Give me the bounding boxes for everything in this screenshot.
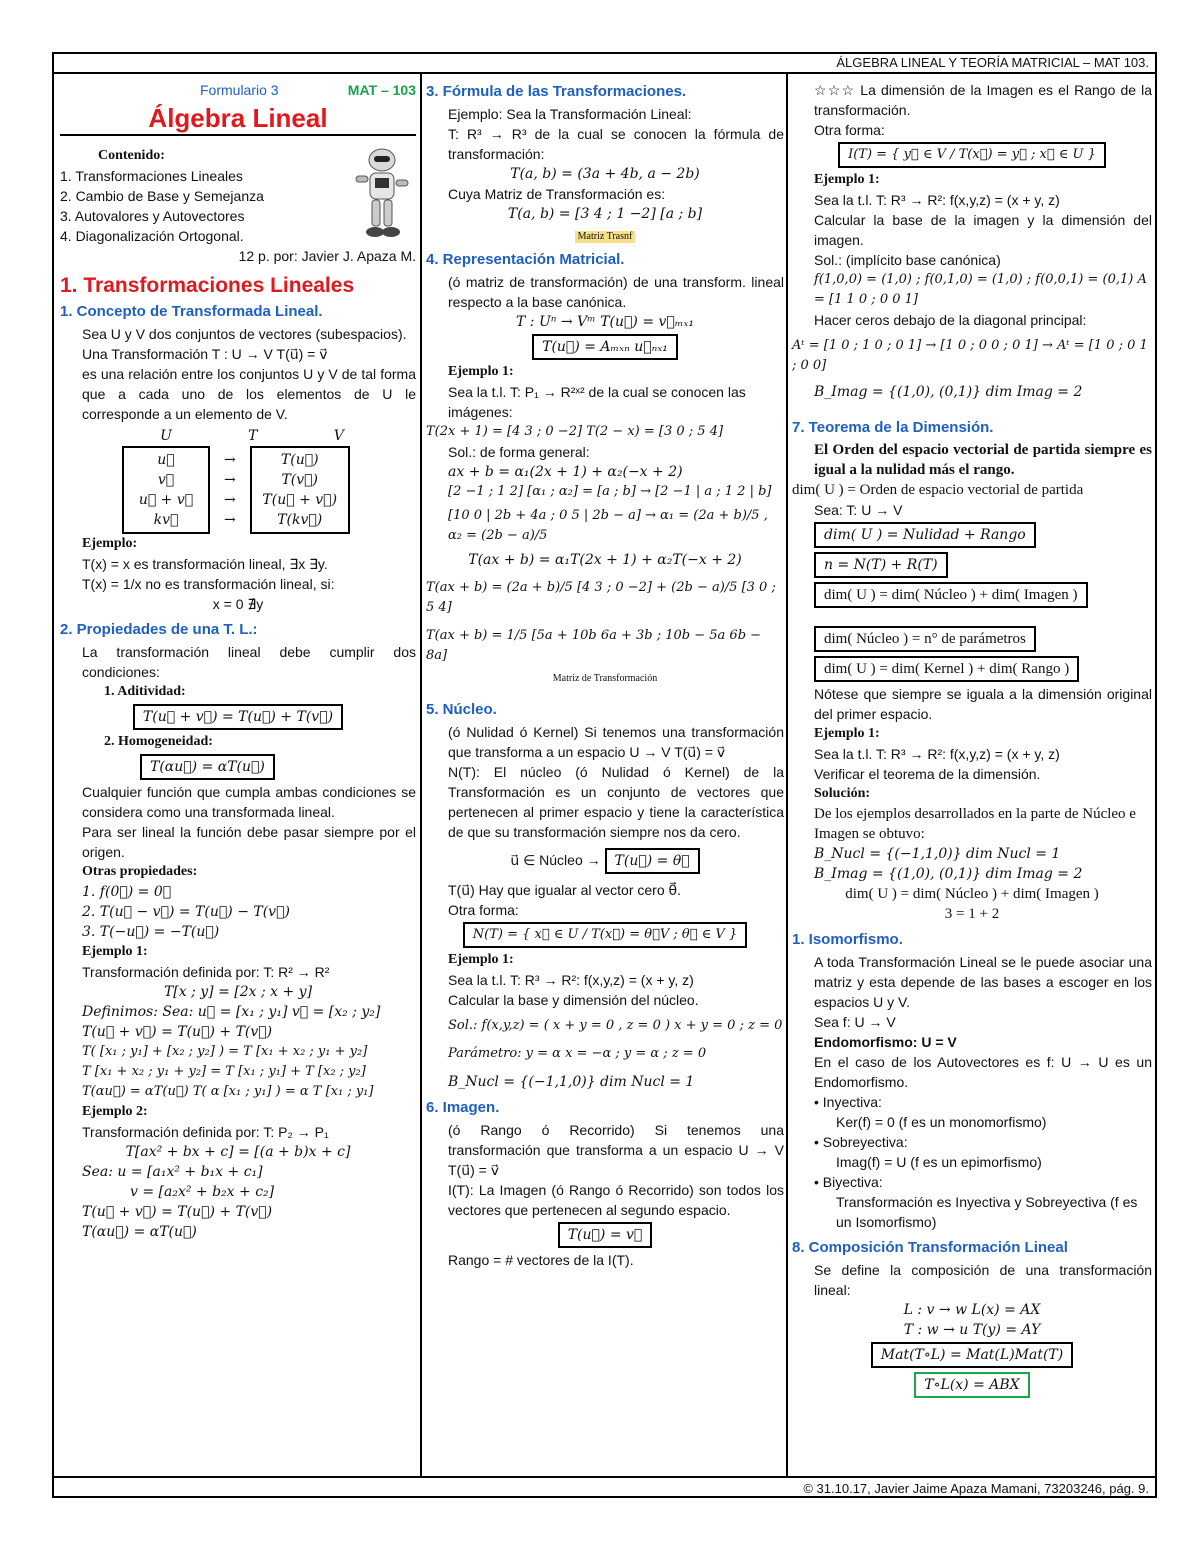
section-1-heading: 1. Transformaciones Lineales: [60, 274, 355, 297]
paragraph: Una Transformación T : U → V T(u⃗) = v⃗: [82, 346, 328, 362]
formula-line: 3 = 1 + 2: [944, 906, 1000, 922]
formula-line: B_Nucl = {(−1,1,0)} dim Nucl = 1: [448, 1074, 695, 1090]
formula-line: T(2x + 1) = [4 3 ; 0 −2] T(2 − x) = [3 0 ; 5 4]: [426, 424, 724, 439]
formula-line: T[ax² + bx + c] = [(a + b)x + c]: [125, 1144, 351, 1160]
formula-line: x = 0 ∄y: [212, 596, 264, 612]
formula-box-green: T∘L(x) = ABX: [914, 1372, 1029, 1398]
formula-box: T(u⃗) = v⃗: [558, 1222, 653, 1248]
bullet-value: Imag(f) = U (f es un epimorfismo): [836, 1154, 1042, 1170]
formula-line: dim( U ) = Orden de espacio vectorial de partida: [792, 482, 1084, 498]
paragraph: Verificar el teorema de la dimensión.: [814, 766, 1041, 782]
paragraph: Sea la t.l. T: R³ → R²: f(x,y,z) = (x + y, z): [448, 972, 694, 988]
contents-item: 3. Autovalores y Autovectores: [60, 208, 245, 224]
map-right-item: T(v⃗): [281, 472, 319, 488]
formula-box: T(u⃗) = Aₘₓₙ u⃗ₙₓ₁: [532, 334, 678, 360]
paragraph: Sea la t.l. T: P₁ → R²ˣ² de la cual se conocen las imágenes:: [448, 384, 746, 420]
formula-line: T(x) = 1/x no es transformación lineal, si:: [82, 576, 335, 592]
column-2: [426, 80, 784, 1270]
column-divider-2: [786, 74, 788, 1476]
formula-box: dim( Núcleo ) = n° de parámetros: [814, 626, 1036, 652]
formula-line: T : Uⁿ → Vᵐ T(u⃗) = v⃗ₘₓ₁: [516, 314, 694, 330]
formula-line: u⃗ ∈ Núcleo →: [510, 852, 601, 868]
paragraph: I(T): La Imagen (ó Rango ó Recorrido) son todos los vectores que pertenecen al segundo espacio.: [448, 1182, 784, 1218]
paragraph: es una relación entre los conjuntos U y V de tal forma que a cada uno de los elementos de U le corresponde a un elemento de V.: [82, 366, 416, 422]
property-item: 1. f(0⃗) = 0⃗: [82, 884, 172, 900]
property-label: 1. Aditividad:: [104, 684, 186, 699]
formula-line: [2 −1 ; 1 2] [α₁ ; α₂] = [a ; b] → [2 −1 | a ; 1 2 | b]: [448, 484, 772, 499]
property-item: 3. T(−u⃗) = −T(u⃗): [82, 924, 220, 940]
formula-line: dim( U ) = dim( Núcleo ) + dim( Imagen ): [845, 886, 1099, 902]
formula-box: I(T) = { y⃗ ∈ V / T(x⃗) = y⃗ ; x⃗ ∈ U }: [838, 142, 1106, 168]
paragraph: Sea la t.l. T: R³ → R²: f(x,y,z) = (x + y, z): [814, 192, 1060, 208]
formula-line: Sea: u = [a₁x² + b₁x + c₁]: [82, 1164, 263, 1180]
paragraph: Sol.: (implícito base canónica): [814, 252, 1001, 268]
example-label: Ejemplo 1:: [814, 726, 880, 741]
map-head: T: [248, 428, 258, 444]
formula-line: T [x₁ + x₂ ; y₁ + y₂] = T [x₁ ; y₁] + T [x₂ ; y₂]: [82, 1064, 366, 1079]
subsection-heading: 5. Núcleo.: [426, 701, 497, 718]
formula-line: T(x) = x es transformación lineal, ∃x ∃y.: [82, 556, 328, 572]
paragraph: A toda Transformación Lineal se le puede asociar una matriz y esta depende de las bases a escoger en los espacios U y V.: [814, 954, 1152, 1010]
bullet-value: Transformación es Inyectiva y Sobreyectiva (f es un Isomorfismo): [836, 1194, 1138, 1230]
paragraph: Sea f: U → V: [814, 1014, 896, 1030]
contents-item: 1. Transformaciones Lineales: [60, 168, 243, 184]
contents-block: [60, 146, 416, 246]
contents-item: 4. Diagonalización Ortogonal.: [60, 228, 244, 244]
subsection-heading: 6. Imagen.: [426, 1099, 500, 1116]
formula-line: T(αu⃗) = αT(u⃗): [82, 1224, 197, 1240]
paragraph: Sol.: de forma general:: [448, 444, 590, 460]
subsection-heading: 1. Isomorfismo.: [792, 931, 903, 948]
paragraph: Cualquier función que cumpla ambas condiciones se considera como una transformada lineal.: [82, 784, 416, 820]
title-rule: [60, 134, 416, 136]
paragraph: Sea la t.l. T: R³ → R²: f(x,y,z) = (x + y, z): [814, 746, 1060, 762]
map-left-item: u⃗ + v⃗: [138, 492, 194, 508]
form-label: Formulario 3: [200, 82, 279, 98]
bullet-value: Ker(f) = 0 (f es un monomorfismo): [836, 1114, 1047, 1130]
subsection-heading: 1. Concepto de Transformada Lineal.: [60, 303, 323, 320]
formula-line: L : v → w L(x) = AX: [903, 1302, 1041, 1318]
formula-line: T(ax + b) = α₁T(2x + 1) + α₂T(−x + 2): [468, 552, 742, 568]
formula-line: Transformación definida por: T: R² → R²: [82, 964, 330, 980]
property-item: 2. T(u⃗ − v⃗) = T(u⃗) − T(v⃗): [82, 904, 290, 920]
map-right-item: T(u⃗ + v⃗): [262, 492, 338, 508]
formula-line: v = [a₂x² + b₂x + c₂]: [130, 1184, 275, 1200]
paragraph: Sea: T: U → V: [814, 502, 903, 518]
map-right-item: T(u⃗): [280, 452, 319, 468]
formula-line: B_Imag = {(1,0), (0,1)} dim Imag = 2: [814, 384, 1083, 400]
paragraph: Calcular la base de la imagen y la dimensión del imagen.: [814, 212, 1152, 248]
paragraph: El Orden del espacio vectorial de partida siempre es igual a la nulidad más el rango.: [814, 442, 1152, 478]
column-3: [792, 80, 1152, 1400]
formula-box: T(u⃗) = θ⃗: [605, 848, 700, 874]
formula-line: T(ax + b) = (2a + b)/5 [4 3 ; 0 −2] + (2b − a)/5 [3 0 ; 5 4]: [426, 580, 776, 615]
paragraph: Ejemplo: Sea la Transformación Lineal:: [448, 106, 692, 122]
map-left-item: u⃗: [157, 452, 175, 468]
formula-line: ax + b = α₁(2x + 1) + α₂(−x + 2): [448, 464, 683, 480]
matrix-tag: Matriz de Transformación: [552, 673, 658, 684]
bullet-item: • Sobreyectiva:: [814, 1134, 908, 1150]
property-label: 2. Homogeneidad:: [104, 734, 213, 749]
formula-line: T : w → u T(y) = AY: [903, 1322, 1041, 1338]
author-line: 12 p. por: Javier J. Apaza M.: [238, 248, 416, 264]
formula-line: T( [x₁ ; y₁] + [x₂ ; y₂] ) = T [x₁ + x₂ ; y₁ + y₂]: [82, 1044, 368, 1059]
solution-label: Solución:: [814, 786, 871, 801]
formula-box: n = N(T) + R(T): [814, 552, 948, 578]
subsection-heading: 3. Fórmula de las Transformaciones.: [426, 83, 687, 100]
map-head: V: [333, 428, 344, 444]
paragraph: Otra forma:: [448, 902, 519, 918]
formula-box: dim( U ) = Nulidad + Rango: [814, 522, 1036, 548]
paragraph: Sea U y V dos conjuntos de vectores (subespacios).: [82, 326, 407, 342]
example-label: Ejemplo 2:: [82, 1104, 148, 1119]
subsection-heading: 8. Composición Transformación Lineal: [792, 1239, 1068, 1256]
contents-label: Contenido:: [98, 148, 165, 163]
formula-box: dim( U ) = dim( Núcleo ) + dim( Imagen ): [814, 582, 1088, 608]
paragraph: (ó matriz de transformación) de una transform. lineal respecto a la base canónica.: [448, 274, 784, 310]
formula-line: f(1,0,0) = (1,0) ; f(0,1,0) = (1,0) ; f(0,0,1) = (0,1) A = [1 1 0 ; 0 0 1]: [814, 272, 1147, 307]
paragraph: (ó Nulidad ó Kernel) Si tenemos una transformación que transforma a un espacio U → V T(u⃗) = v⃗: [448, 724, 784, 760]
paragraph: Endomorfismo: U = V: [814, 1034, 957, 1050]
map-left-item: v⃗: [157, 472, 175, 488]
formula-box: Mat(T∘L) = Mat(L)Mat(T): [871, 1342, 1073, 1368]
formula-line: B_Imag = {(1,0), (0,1)} dim Imag = 2: [814, 866, 1083, 882]
page-footer: © 31.10.17, Javier Jaime Apaza Mamani, 73203246, pág. 9.: [52, 1476, 1157, 1498]
contents-item: 2. Cambio de Base y Semejanza: [60, 188, 264, 204]
formula-line: T(u⃗ + v⃗) = T(u⃗) + T(v⃗): [82, 1024, 273, 1040]
paragraph: La transformación lineal debe cumplir dos condiciones:: [82, 644, 416, 680]
formula-line: Transformación definida por: T: P₂ → P₁: [82, 1124, 329, 1140]
subsection-heading: 7. Teorema de la Dimensión.: [792, 419, 994, 436]
formula-box: N(T) = { x⃗ ∈ U / T(x⃗) = θ⃗V ; θ⃗ ∈ V }: [463, 922, 747, 948]
paragraph: En el caso de los Autovectores es f: U → U es un Endomorfismo.: [814, 1054, 1152, 1090]
example-label: Ejemplo:: [82, 536, 138, 551]
map-head: U: [160, 428, 172, 444]
subsection-heading: 4. Representación Matricial.: [426, 251, 625, 268]
paragraph: Para ser lineal la función debe pasar siempre por el origen.: [82, 824, 416, 860]
formula-line: Aᵗ = [1 0 ; 1 0 ; 0 1] → [1 0 ; 0 0 ; 0 1] → Aᵗ = [1 0 ; 0 1 ; 0 0]: [792, 338, 1148, 373]
formula-line: T(u⃗ + v⃗) = T(u⃗) + T(v⃗): [82, 1204, 273, 1220]
formula-line: T(a, b) = (3a + 4b, a − 2b): [510, 166, 700, 182]
paragraph: Se define la composición de una transformación lineal:: [814, 1262, 1152, 1298]
example-label: Ejemplo 1:: [814, 172, 880, 187]
example-label: Ejemplo 1:: [82, 944, 148, 959]
bullet-item: • Inyectiva:: [814, 1094, 882, 1110]
paragraph: Cuya Matriz de Transformación es:: [448, 186, 666, 202]
formula-line: B_Nucl = {(−1,1,0)} dim Nucl = 1: [814, 846, 1061, 862]
paragraph: N(T): El núcleo (ó Nulidad ó Kernel) de la Transformación es un conjunto de vectores que pertenecen al primer espacio y tiene la característica de que su transformación siempre nos da cero.: [448, 764, 784, 840]
paragraph: T(u⃗) Hay que igualar al vector cero θ⃗.: [448, 882, 681, 898]
paragraph: Rango = # vectores de la I(T).: [448, 1252, 634, 1268]
column-divider-1: [420, 74, 422, 1476]
formula-line: T(a, b) = [3 4 ; 1 −2] [a ; b]: [507, 206, 703, 222]
paragraph: Otra forma:: [814, 122, 885, 138]
subsection-heading: 2. Propiedades de una T. L.:: [60, 621, 258, 638]
formula-line: T(αu⃗) = αT(u⃗) T( α [x₁ ; y₁] ) = α T [x₁ ; y₁]: [82, 1084, 374, 1099]
course-code: MAT – 103: [347, 82, 416, 98]
page-header: ÁLGEBRA LINEAL Y TEORÍA MATRICIAL – MAT 103.: [52, 52, 1157, 74]
paragraph: T: R³ → R³ de la cual se conocen la fórmula de transformación:: [448, 126, 784, 162]
formula-box: dim( U ) = dim( Kernel ) + dim( Rango ): [814, 656, 1079, 682]
properties-label: Otras propiedades:: [82, 864, 198, 879]
paragraph: Nótese que siempre se iguala a la dimensión original del primer espacio.: [814, 686, 1152, 722]
bullet-item: • Biyectiva:: [814, 1174, 883, 1190]
formula-box: T(u⃗ + v⃗) = T(u⃗) + T(v⃗): [133, 704, 343, 730]
example-label: Ejemplo 1:: [448, 364, 514, 379]
paragraph: Calcular la base y dimensión del núcleo.: [448, 992, 699, 1008]
formula-line: Definimos: Sea: u⃗ = [x₁ ; y₁] v⃗ = [x₂ ; y₂]: [82, 1004, 381, 1020]
robot-illustration: [344, 146, 416, 242]
formula-line: [10 0 | 2b + 4a ; 0 5 | 2b − a] → α₁ = (2a + b)/5 , α₂ = (2b − a)/5: [448, 508, 768, 543]
formula-line: T(ax + b) = 1/5 [5a + 10b 6a + 3b ; 10b − 5a 6b − 8a]: [426, 628, 762, 663]
paragraph: De los ejemplos desarrollados en la parte de Núcleo e Imagen se obtuvo:: [814, 806, 1136, 842]
map-arrows: → → → →: [224, 452, 236, 528]
map-left-item: kv⃗: [153, 512, 179, 528]
paragraph: (ó Rango ó Recorrido) Si tenemos una transformación que transforma a un espacio U → V T(u⃗) = v⃗: [448, 1122, 784, 1178]
formula-line: Parámetro: y = α x = −α ; y = α ; z = 0: [448, 1046, 707, 1061]
example-label: Ejemplo 1:: [448, 952, 514, 967]
document-title: Álgebra Lineal: [148, 103, 328, 133]
formula-line: T[x ; y] = [2x ; x + y]: [163, 984, 313, 1000]
matrix-tag: Matriz Trasnf: [575, 231, 636, 243]
formula-box: T(αu⃗) = αT(u⃗): [140, 754, 275, 780]
paragraph: ☆☆☆ La dimensión de la Imagen es el Rango de la transformación.: [814, 82, 1152, 118]
mapping-diagram: [60, 426, 416, 534]
formula-line: Sol.: f(x,y,z) = ( x + y = 0 , z = 0 ) x + y = 0 ; z = 0: [448, 1018, 783, 1033]
paragraph: Hacer ceros debajo de la diagonal principal:: [814, 312, 1087, 328]
map-right-item: T(kv⃗): [277, 512, 323, 528]
column-1: [60, 80, 416, 1242]
